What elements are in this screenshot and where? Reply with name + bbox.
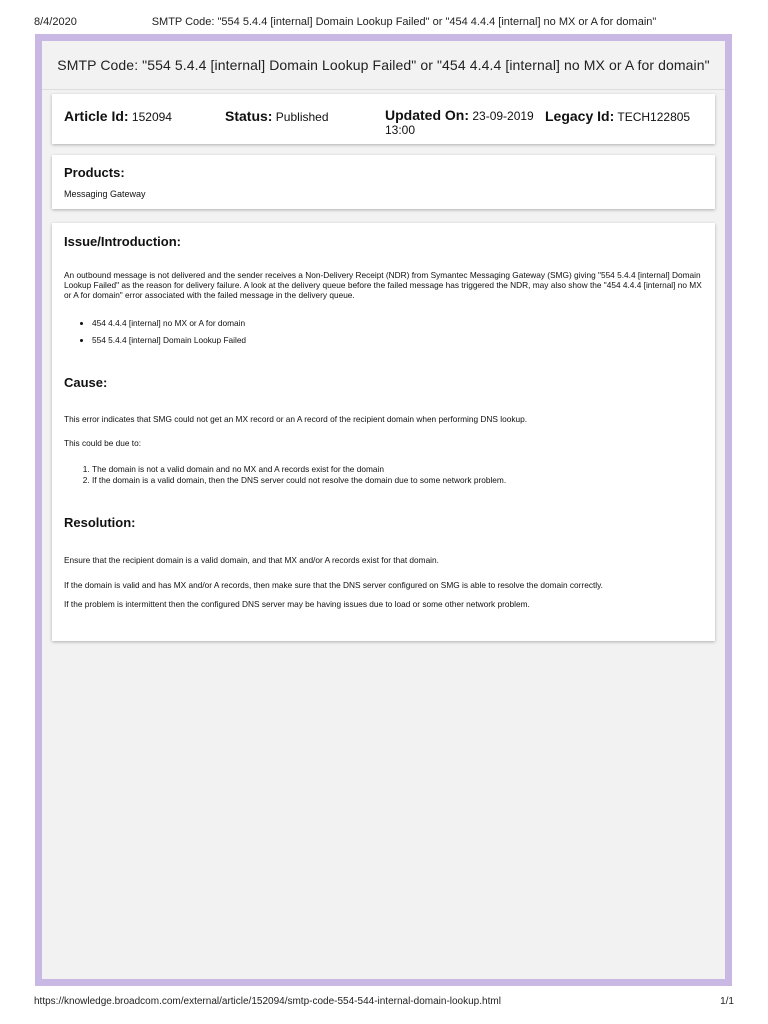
- list-item: 1. The domain is not a valid domain and no MX and A records exist for the domain: [92, 464, 506, 475]
- status-value: Published: [275, 110, 329, 124]
- products-card: [52, 155, 715, 209]
- print-header: [34, 16, 734, 30]
- list-item: 2. If the domain is a valid domain, then the DNS server could not resolve the domain due to some network problem.: [92, 475, 506, 486]
- legacy-id-label: Legacy Id:: [545, 108, 615, 124]
- article-body-card: [52, 223, 715, 641]
- list-item: • 454 4.4.4 [internal] no MX or A for domain: [92, 318, 246, 329]
- article-title: SMTP Code: "554 5.4.4 [internal] Domain Lookup Failed" or "454 4.4.4 [internal] no MX or A for domain": [42, 41, 725, 90]
- legacy-id: [545, 108, 690, 124]
- resolution-heading: Resolution:: [64, 515, 136, 530]
- article-meta-card: [52, 94, 715, 144]
- products-value: Messaging Gateway: [64, 189, 146, 199]
- cause-intro: This could be due to:: [64, 438, 142, 448]
- article-container: [42, 41, 725, 979]
- resolution-text-3: If the problem is intermittent then the configured DNS server may be having issues due to load or some other network problem.: [64, 599, 530, 609]
- products-heading: Products:: [64, 165, 125, 180]
- article-id-label: Article Id:: [64, 108, 129, 124]
- status-label: Status:: [225, 108, 273, 124]
- resolution-text-2: If the domain is valid and has MX and/or A records, then make sure that the DNS server configured on SMG is able to resolve the domain correctly.: [64, 580, 603, 590]
- print-title: SMTP Code: "554 5.4.4 [internal] Domain Lookup Failed" or "454 4.4.4 [internal] no MX or A for domain": [151, 16, 657, 28]
- print-url: https://knowledge.broadcom.com/external/article/152094/smtp-code-554-544-internal-domain-lookup.html: [34, 996, 501, 1007]
- page-frame: [35, 34, 732, 986]
- issue-heading: Issue/Introduction:: [64, 234, 181, 249]
- print-date: 8/4/2020: [34, 16, 77, 28]
- legacy-id-value: TECH122805: [617, 110, 691, 124]
- article-id: [64, 108, 172, 124]
- status: [225, 108, 329, 124]
- issue-bullets: [64, 318, 246, 352]
- article-id-value: 152094: [131, 110, 172, 124]
- print-footer: [34, 996, 734, 1008]
- updated-on-value: 23-09-2019 13:00: [385, 109, 534, 137]
- list-item: • 554 5.4.4 [internal] Domain Lookup Failed: [92, 335, 246, 346]
- cause-list: [64, 464, 506, 486]
- page-number: 1/1: [720, 996, 734, 1007]
- resolution-text-1: Ensure that the recipient domain is a valid domain, and that MX and/or A records exist for that domain.: [64, 555, 439, 565]
- updated-on: [385, 108, 545, 137]
- cause-heading: Cause:: [64, 375, 108, 390]
- updated-on-label: Updated On:: [385, 107, 469, 123]
- issue-text: An outbound message is not delivered and the sender receives a Non-Delivery Receipt (NDR) from Symantec Messaging Gateway (SMG) giving "554 5.4.4 [internal] Domain Lookup Failed" as the reason for delivery failure. A look at the delivery queue before the failed message has triggered the NDR, may also show the "454 4.4.4 [internal] no MX or A for domain" error associated with the failed message in the delivery queue.: [64, 270, 702, 300]
- cause-text: This error indicates that SMG could not get an MX record or an A record of the recipient domain when performing DNS lookup.: [64, 414, 528, 424]
